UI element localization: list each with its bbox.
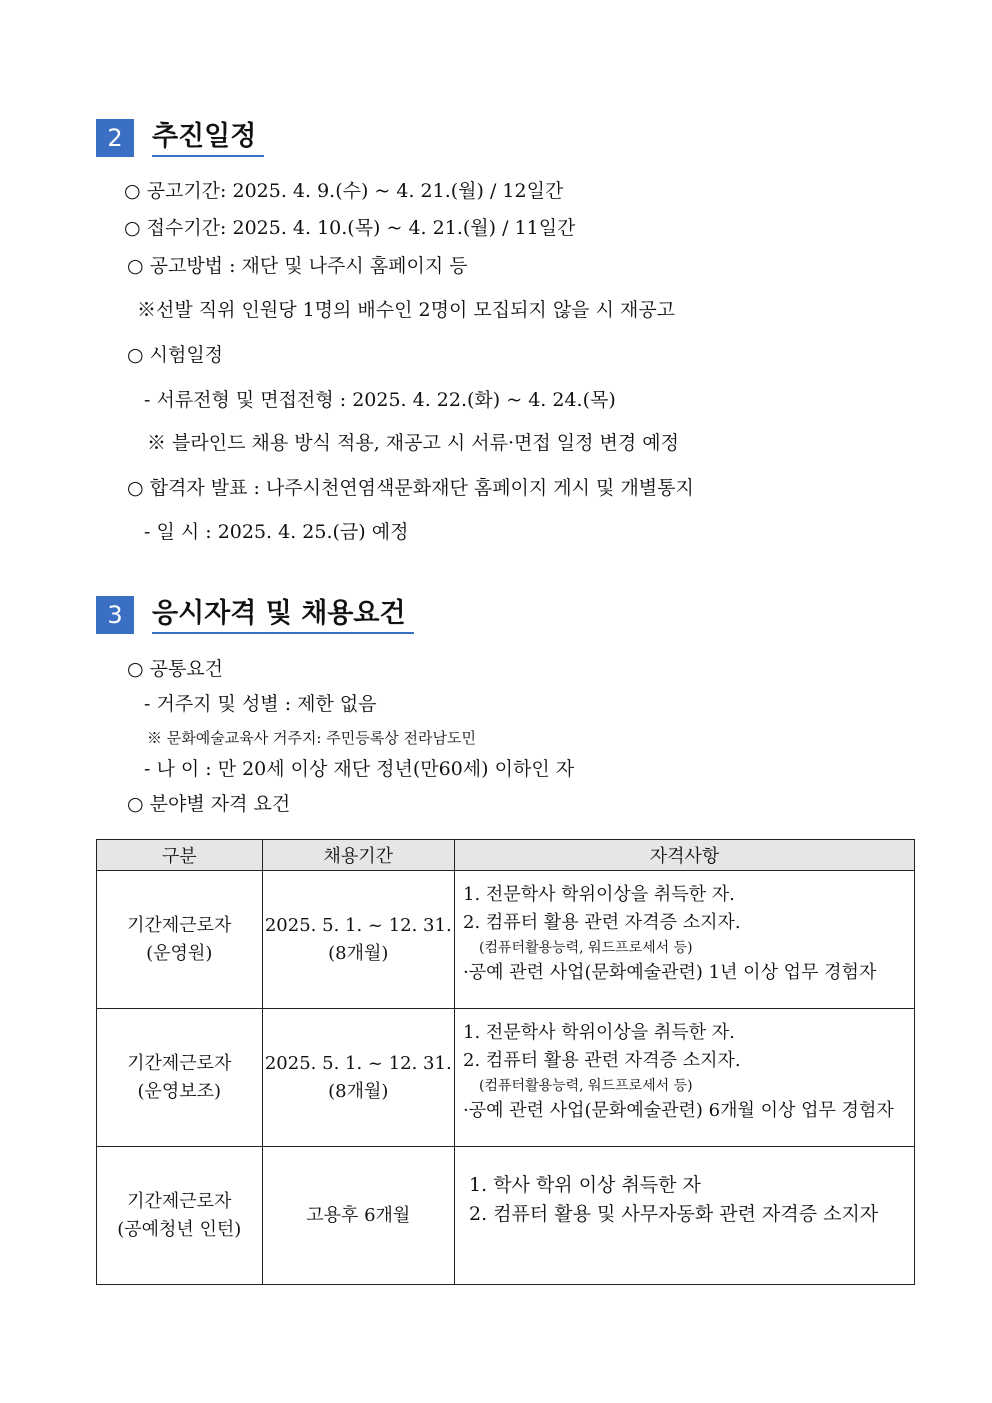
- notice-method: ○ 공고방법 : 재단 및 나주시 홈페이지 등: [127, 255, 468, 277]
- qualification-line: 1. 학사 학위 이상 취득한 자: [469, 1174, 701, 1196]
- common-requirements: ○ 공통요건: [127, 658, 224, 680]
- category-line: 기간제근로자: [127, 914, 232, 936]
- qualification-line: 2. 컴퓨터 활용 및 사무자동화 관련 자격증 소지자: [469, 1203, 879, 1225]
- period-cell: [262, 1147, 455, 1285]
- field-requirements: ○ 분야별 자격 요건: [127, 793, 291, 815]
- header-category: 구분: [97, 840, 263, 871]
- period-line: (8개월): [328, 942, 389, 964]
- qualification-subline: (컴퓨터활용능력, 워드프로세서 등): [479, 940, 693, 956]
- table-row: [97, 1147, 915, 1285]
- age-requirement: - 나 이 : 만 20세 이상 재단 정년(만60세) 이하인 자: [144, 758, 575, 780]
- qualification-line: 1. 전문학사 학위이상을 취득한 자.: [463, 884, 735, 905]
- blind-hiring-note: ※ 블라인드 채용 방식 적용, 재공고 시 서류·면접 일정 변경 예정: [147, 432, 679, 454]
- qualification-line: 2. 컴퓨터 활용 관련 자격증 소지자.: [463, 912, 741, 933]
- residence-note: ※ 문화예술교육사 거주지: 주민등록상 전라남도민: [147, 729, 476, 747]
- qualification-cell: [455, 871, 915, 1009]
- qualification-subline: (컴퓨터활용능력, 워드프로세서 등): [479, 1078, 693, 1094]
- category-line: 기간제근로자: [127, 1190, 232, 1212]
- header-period: 채용기간: [262, 840, 455, 871]
- residence-gender: - 거주지 및 성별 : 제한 없음: [144, 693, 377, 715]
- period-line: 2025. 5. 1. ~ 12. 31.: [264, 1052, 452, 1074]
- table-row: [97, 871, 915, 1009]
- header-qualification: 자격사항: [455, 840, 915, 871]
- section-3-title: 응시자격 및 채용요건: [152, 596, 414, 634]
- qualification-line: 2. 컴퓨터 활용 관련 자격증 소지자.: [463, 1050, 741, 1071]
- category-line: (공예청년 인턴): [117, 1218, 242, 1240]
- period-cell: [262, 871, 455, 1009]
- document-interview-schedule: - 서류전형 및 면접전형 : 2025. 4. 22.(화) ~ 4. 24.(목): [144, 389, 616, 411]
- category-line: 기간제근로자: [127, 1052, 232, 1074]
- category-line: (운영보조): [137, 1080, 222, 1102]
- section-2-title: 추진일정: [152, 119, 264, 157]
- announcement: ○ 합격자 발표 : 나주시천연염색문화재단 홈페이지 게시 및 개별통지: [127, 477, 694, 499]
- category-line: (운영원): [146, 942, 213, 964]
- period-cell: [262, 1009, 455, 1147]
- requirements-table: [96, 839, 915, 1285]
- qualification-line: ·공예 관련 사업(문화예술관련) 6개월 이상 업무 경험자: [463, 1100, 894, 1121]
- section-3-number: 3: [96, 596, 134, 634]
- period-line: 2025. 5. 1. ~ 12. 31.: [264, 914, 452, 936]
- category-cell: [97, 871, 263, 1009]
- category-cell: [97, 1009, 263, 1147]
- period-line: 고용후 6개월: [306, 1204, 411, 1226]
- qualification-cell: [455, 1147, 915, 1285]
- table-header-row: [97, 840, 915, 871]
- qualification-line: ·공예 관련 사업(문화예술관련) 1년 이상 업무 경험자: [463, 962, 877, 983]
- notice-period: ○ 공고기간: 2025. 4. 9.(수) ~ 4. 21.(월) / 12일간: [124, 180, 564, 202]
- announcement-date: - 일 시 : 2025. 4. 25.(금) 예정: [144, 521, 409, 543]
- exam-schedule: ○ 시험일정: [127, 344, 224, 366]
- re-notice-note: ※선발 직위 인원당 1명의 배수인 2명이 모집되지 않을 시 재공고: [137, 299, 676, 321]
- qualification-cell: [455, 1009, 915, 1147]
- category-cell: [97, 1147, 263, 1285]
- qualification-line: 1. 전문학사 학위이상을 취득한 자.: [463, 1022, 735, 1043]
- application-period: ○ 접수기간: 2025. 4. 10.(목) ~ 4. 21.(월) / 11일간: [124, 217, 576, 239]
- period-line: (8개월): [328, 1080, 389, 1102]
- table-row: [97, 1009, 915, 1147]
- section-2-number: 2: [96, 119, 134, 157]
